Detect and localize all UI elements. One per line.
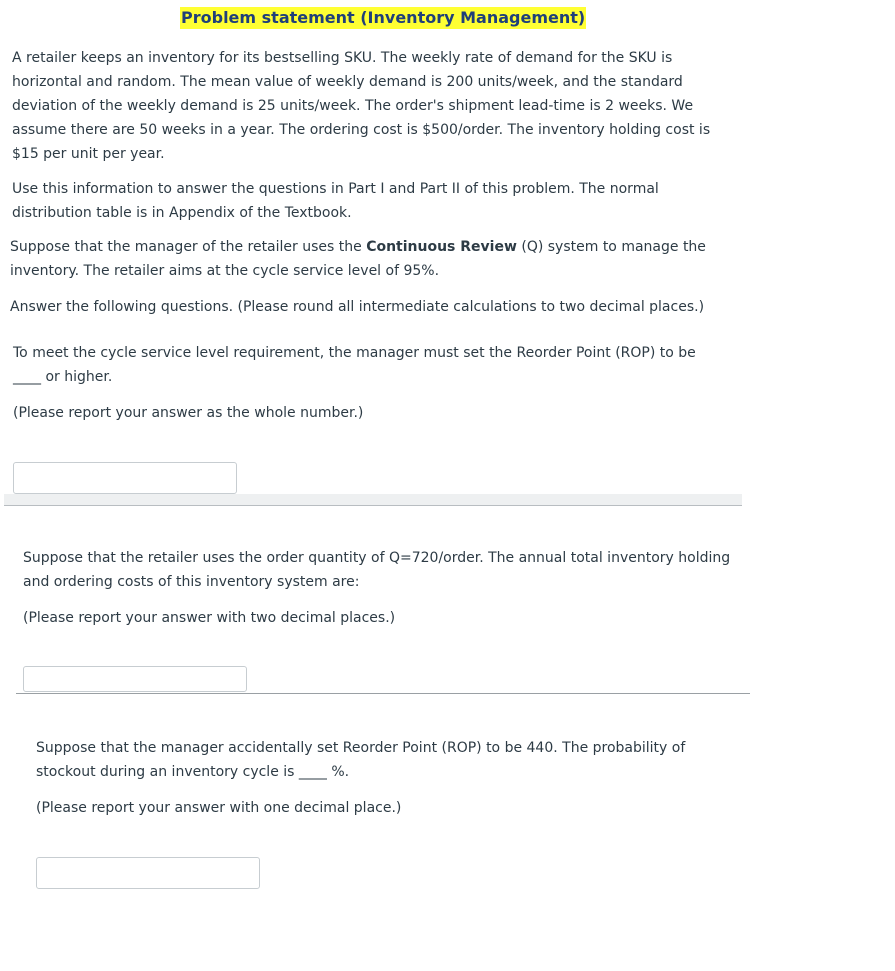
use-info-paragraph (12, 177, 659, 225)
question-1-answer-input[interactable] (13, 462, 237, 494)
question-2-note: (Please report your answer with two decimal places.) (23, 610, 396, 626)
question-2-line-2: and ordering costs of this inventory system are: (23, 574, 360, 590)
question-3-line-2-pre: stockout during an inventory cycle is (36, 764, 299, 780)
question-1-text (13, 341, 696, 389)
question-3-line-1: Suppose that the manager accidentally set Reorder Point (ROP) to be 440. The probability of (36, 740, 686, 756)
page-title: Problem statement (Inventory Management) (181, 8, 586, 27)
problem-line-2: horizontal and random. The mean value of weekly demand is 200 units/week, and the standard (12, 74, 683, 90)
continuous-review-bold: Continuous Review (366, 239, 517, 255)
answer-instruction: Answer the following questions. (Please round all intermediate calculations to two decimal places.) (10, 299, 705, 315)
suppose-line-2: inventory. The retailer aims at the cycle service level of 95%. (10, 263, 440, 279)
problem-line-5: $15 per unit per year. (12, 146, 165, 162)
question-2-answer-input[interactable] (23, 666, 247, 692)
question-1-note: (Please report your answer as the whole number.) (13, 405, 364, 421)
question-1-line-2: or higher. (41, 369, 113, 385)
question-3-text (36, 736, 685, 784)
problem-line-1: A retailer keeps an inventory for its bestselling SKU. The weekly rate of demand for the SKU is (12, 50, 673, 66)
question-3-blank: ____ (298, 764, 327, 780)
question-divider-2 (16, 693, 750, 694)
question-3-line-2-post: %. (326, 764, 350, 780)
continuous-review-paragraph (10, 235, 706, 283)
question-2-line-1: Suppose that the retailer uses the order quantity of Q=720/order. The annual total inventory holding (23, 550, 731, 566)
question-divider-1 (4, 494, 742, 506)
suppose-line-1-post: (Q) system to manage the (516, 239, 706, 255)
question-1-blank: ____ (13, 369, 41, 385)
problem-line-3: deviation of the weekly demand is 25 units/week. The order's shipment lead-time is 2 weeks. We (12, 98, 694, 114)
use-info-line-1: Use this information to answer the questions in Part I and Part II of this problem. The normal (12, 181, 659, 197)
problem-description (12, 46, 710, 166)
question-1-line-1: To meet the cycle service level requirement, the manager must set the Reorder Point (ROP) to be (13, 345, 696, 361)
use-info-line-2: distribution table is in Appendix of the Textbook. (12, 205, 352, 221)
question-3-answer-input[interactable] (36, 857, 260, 889)
suppose-line-1-pre: Suppose that the manager of the retailer uses the (10, 239, 367, 255)
question-3-note: (Please report your answer with one decimal place.) (36, 800, 402, 816)
question-2-text (23, 546, 730, 594)
problem-line-4: assume there are 50 weeks in a year. The ordering cost is $500/order. The inventory holding cost is (12, 122, 711, 138)
